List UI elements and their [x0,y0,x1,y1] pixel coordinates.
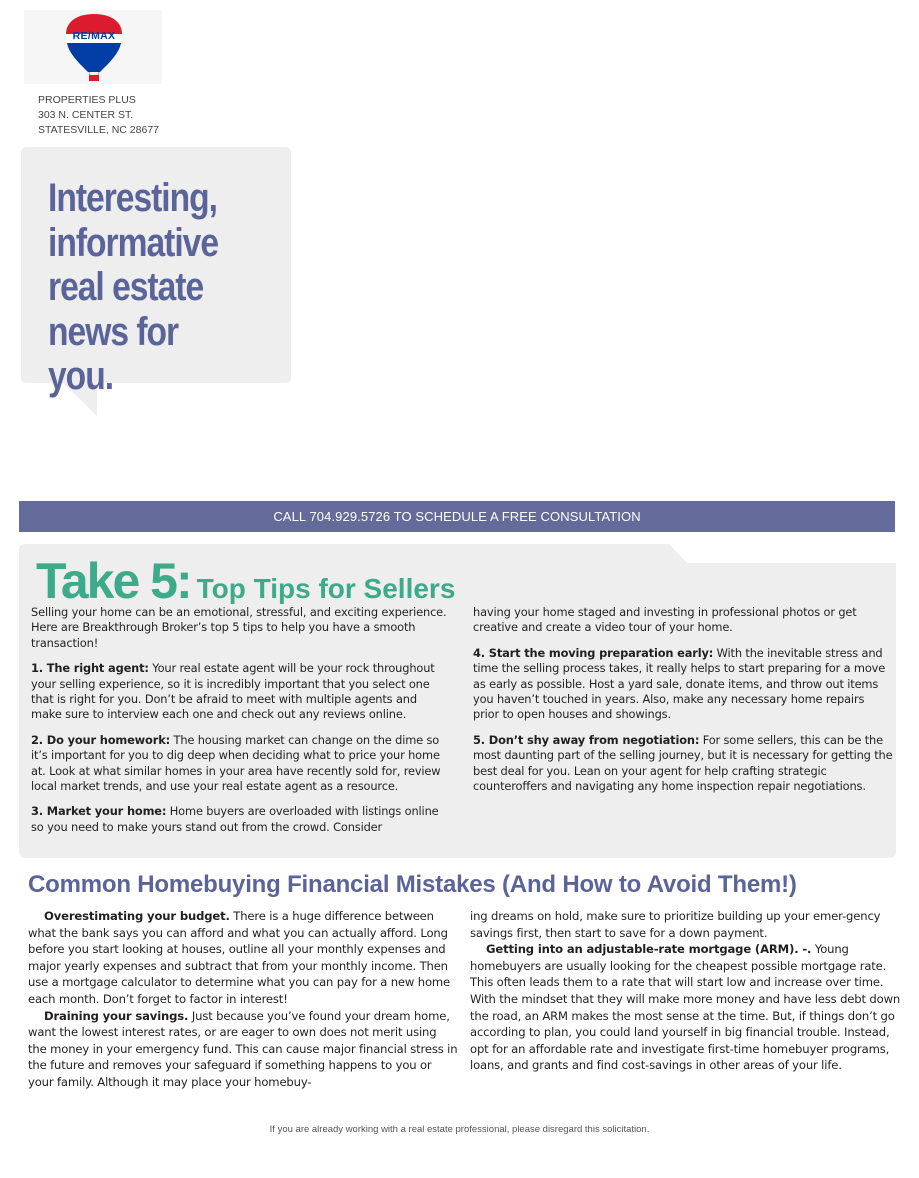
headline-line: informative [48,220,219,265]
tip-body: For some sellers, this can be the most daunting part of the selling journey, but it is necessary for getting the best deal for you. Lean on your agent for help crafting strategic counteroffers and navigating any home inspection repair negotiations. [473,732,893,794]
tip-body: Home buyers are overloaded with listings online so you need to make yours stand out from the crowd. Consider [31,804,439,834]
mistake-body: Just because you’ve found your dream home, want the lowest interest rates, or are eager to own does not merit using the money in your emergency fund. This can cause major financial stress in the future and removes your safeguard if something happens to you or your family. Although it may place your homebuy- [28,1008,458,1089]
tip-body: having your home staged and investing in professional photos or get creative and create a video tour of your home. [473,605,857,635]
headline-line: news for you. [48,309,179,398]
office-name: PROPERTIES PLUS [38,94,136,106]
mistake-paragraph [28,908,458,1008]
tip-heading: 3. Market your home: [31,804,167,819]
office-city: STATESVILLE, NC 28677 [38,124,160,136]
tip-heading: 4. Start the moving preparation early: [473,645,714,660]
mistakes-column-right [470,908,902,1074]
tip-item-continued [473,605,893,636]
disclaimer: If you are already working with a real estate professional, please disregard this solicitation. [269,1124,650,1135]
mistake-heading: Overestimating your budget. [44,909,230,923]
tip-heading: 5. Don’t shy away from negotiation: [473,732,700,747]
tips-column-right [473,605,893,804]
tip-heading: 1. The right agent: [31,661,149,676]
mistake-body: Young homebuyers are usually looking for the cheapest possible mortgage rate. This often leads them to a rate that will start low and increase over time. With the mindset that they will make more money and have less debt down the road, an ARM makes the most sense at the time. But, if things don’t go according to plan, you could land yourself in big financial trouble. Instead, opt for an affordable rate and investigate first-time homebuyer programs, loans, and grants and find cost-savings in other areas of your life. [470,942,901,1073]
tip-heading: 2. Do your homework: [31,732,171,747]
tips-column-left [31,605,451,845]
mistake-paragraph [470,941,902,1074]
headline-line: Interesting, [48,176,217,220]
tip-body: Your real estate agent will be your rock throughout your selling experience, so it is incredibly important that you select one that is right for you. Don’t be afraid to meet with multiple agents and make sure to interview each one and check out any reviews online. [31,661,435,722]
mistake-paragraph-continued [470,908,902,941]
headline [48,176,250,399]
mistake-heading: Getting into an adjustable-rate mortgage (ARM). -. [486,942,812,957]
tip-item [31,804,451,835]
mistakes-title: Common Homebuying Financial Mistakes (And How to Avoid Them!) [28,871,797,898]
tip-item [473,646,893,723]
tips-intro: Selling your home can be an emotional, stressful, and exciting experience. Here are Breakthrough Broker’s top 5 tips to help you have a smooth transaction! [31,605,447,650]
mistake-body: ing dreams on hold, make sure to prioritize building up your emer-gency savings first, then start to save for a down payment. [470,909,881,940]
headline-line: real estate [48,265,204,309]
tip-body: With the inevitable stress and time the selling process takes, it really helps to start preparing for a move as early as possible. Host a yard sale, donate items, and throw out items you haven’t touched in years. Also, make any necessary home repairs prior to open houses and showings. [473,645,886,722]
cta-bar [19,501,895,532]
remax-balloon-logo [58,12,130,88]
cta-text: CALL 704.929.5726 TO SCHEDULE A FREE CONSULTATION [273,509,641,524]
tip-item [31,733,451,795]
tips-title [36,552,455,610]
tip-item [31,661,451,723]
tips-title-big: Take 5: [36,553,191,609]
logo-wordmark: RE/MAX [72,30,116,42]
office-street: 303 N. CENTER ST. [38,109,134,121]
tip-item [473,733,893,795]
mistake-heading: Draining your savings. [44,1008,189,1023]
tip-body: The housing market can change on the dime so it’s important for you to dig deep when deciding what to price your home at. Look at what similar homes in your area have recently sold for, review local market trends, and use your real estate agent as a resource. [31,732,441,794]
mistake-paragraph [28,1008,458,1091]
mistake-body: There is a huge difference between what the bank says you can afford and what you can actually afford. Long before you start looking at houses, outline all your monthly expenses and major yearly expenses and subtract that from your monthly income. Then use a mortgage calculator to determine what you can pay for a new home each month. Don’t forget to factor in interest! [28,909,451,1006]
office-address [38,93,159,138]
mistakes-column-left [28,908,458,1091]
tips-title-sub: Top Tips for Sellers [196,573,456,604]
